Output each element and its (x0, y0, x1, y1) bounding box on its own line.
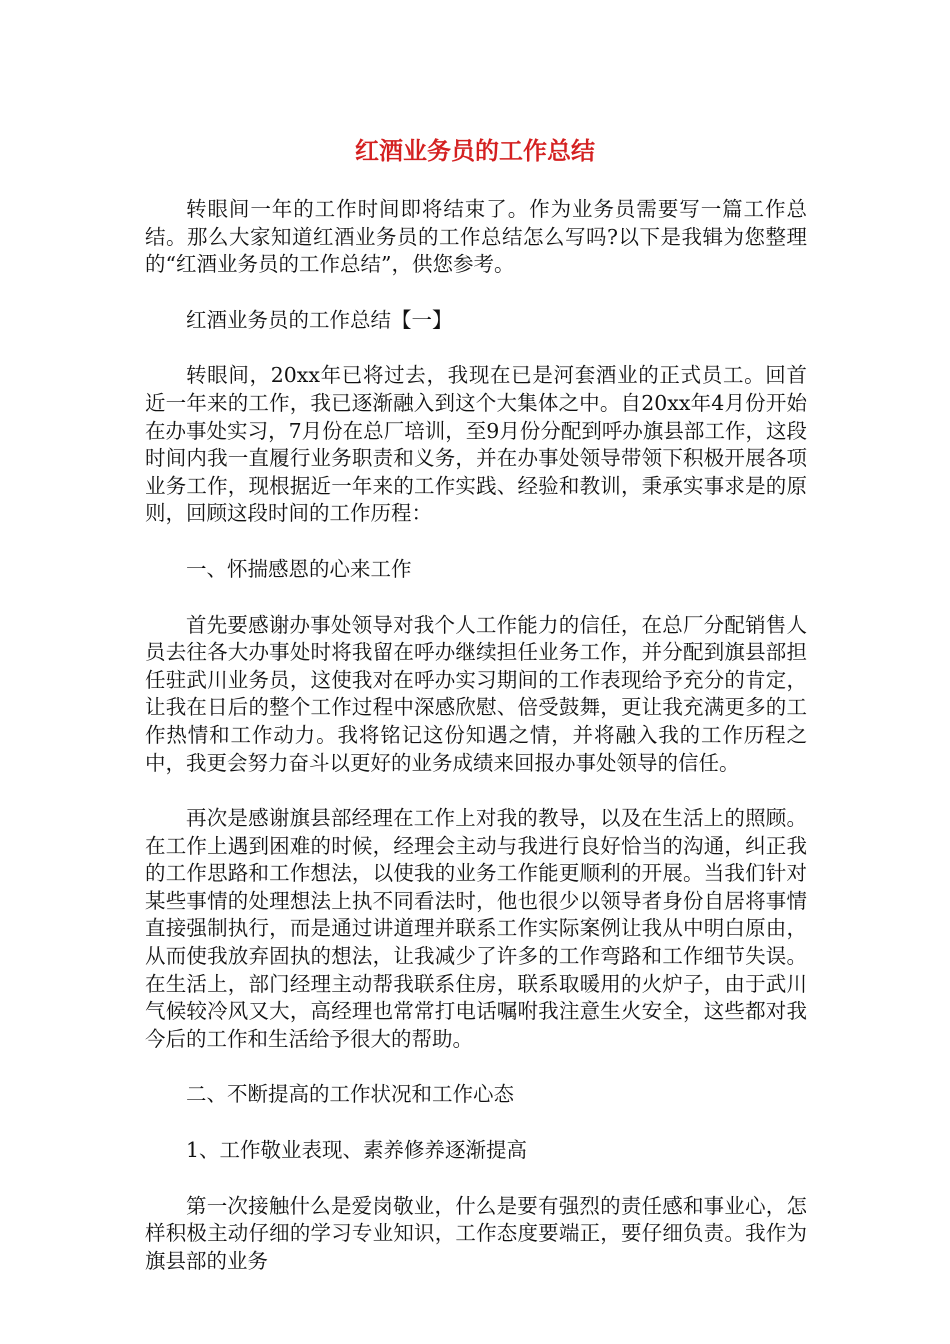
body-paragraph: 再次是感谢旗县部经理在工作上对我的教导，以及在生活上的照顾。在工作上遇到困难的时候，经理会主动与我进行良好恰当的沟通，纠正我的工作思路和工作想法，以使我的业务工作能更顺利的开展。当我们针对某些事情的处理想法上执不同看法时，他也很少以领导者身份自居将事情直接强制执行，而是通过讲道理并联系工作实际案例让我从中明白原由，从而使我放弃固执的想法，让我减少了许多的工作弯路和工作细节失误。在生活上，部门经理主动帮我联系住房，联系取暖用的火炉子，由于武川气候较冷风又大，高经理也常常打电话嘱咐我注意生火安全，这些都对我今后的工作和生活给予很大的帮助。 (145, 806, 807, 1051)
body-paragraph: 首先要感谢办事处领导对我个人工作能力的信任，在总厂分配销售人员去往各大办事处时将我留在呼办继续担任业务工作，并分配到旗县部担任驻武川业务员，这使我对在呼办实习期间的工作表现给予充分的肯定，让我在日后的整个工作过程中深感欣慰、倍受鼓舞，更让我充满更多的工作热情和工作动力。我将铭记这份知遇之情，并将融入我的工作历程之中，我更会努力奋斗以更好的业务成绩来回报办事处领导的信任。 (145, 612, 807, 775)
body-paragraph: 转眼间，20xx年已将过去，我现在已是河套酒业的正式员工。回首近一年来的工作，我已逐渐融入到这个大集体之中。自20xx年4月份开始在办事处实习，7月份在总厂培训，至9月份分配到呼办旗县部工作，这段时间内我一直履行业务职责和义务，并在办事处领导带领下积极开展各项业务工作，现根据近一年来的工作实践、经验和教训，秉承实事求是的原则，回顾这段时间的工作历程： (145, 363, 807, 526)
intro-paragraph: 转眼间一年的工作时间即将结束了。作为业务员需要写一篇工作总结。那么大家知道红酒业务员的工作总结怎么写吗?以下是我辑为您整理的“红酒业务员的工作总结”，供您参考。 (145, 197, 807, 277)
subsection-heading-progress: 二、不断提高的工作状况和工作心态 (186, 1082, 514, 1107)
document-body (145, 196, 807, 1303)
body-paragraph: 第一次接触什么是爱岗敬业，什么是要有强烈的责任感和事业心，怎样积极主动仔细的学习专业知识，工作态度要端正，要仔细负责。我作为旗县部的业务 (145, 1193, 807, 1273)
item-heading-dedication: 1、工作敬业表现、素养修养逐渐提高 (186, 1138, 528, 1163)
section-heading-one: 红酒业务员的工作总结【一】 (186, 307, 453, 332)
document-title: 红酒业务员的工作总结 (355, 137, 595, 165)
subsection-heading-gratitude: 一、怀揣感恩的心来工作 (186, 556, 412, 581)
